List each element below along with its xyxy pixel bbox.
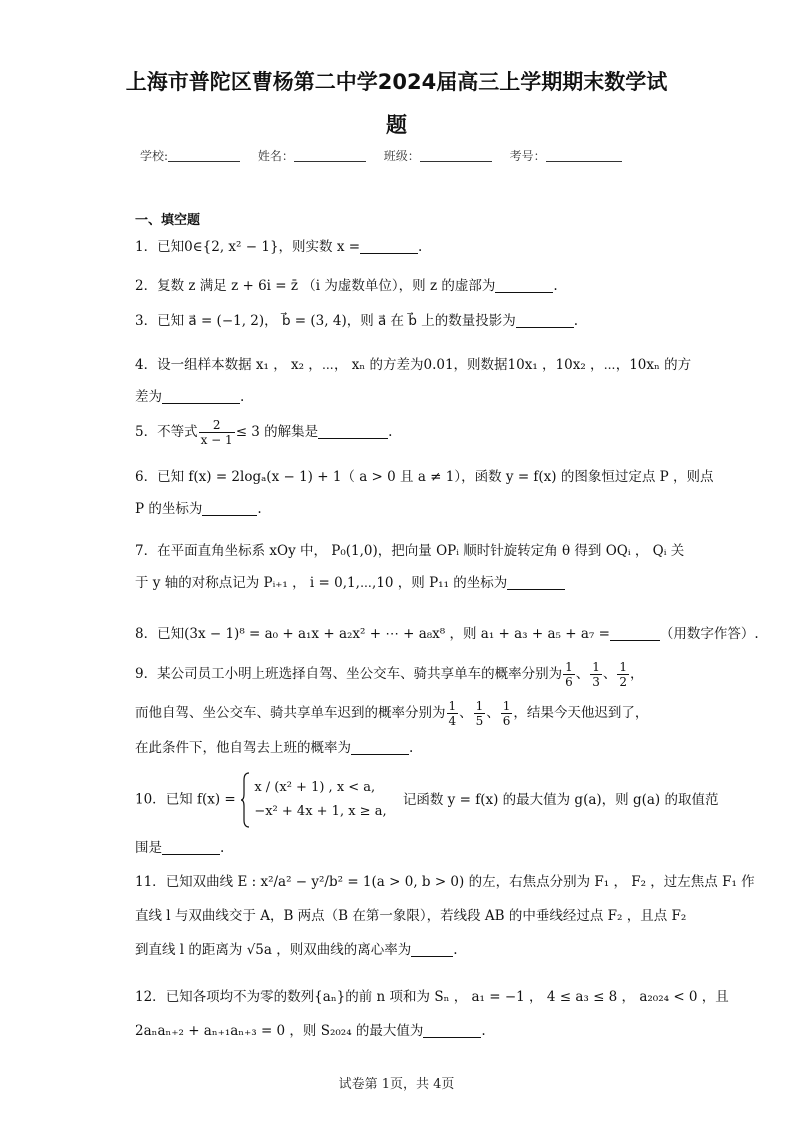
page-footer: 试卷第 1页，共 4页 bbox=[338, 1077, 455, 1092]
fraction: $\frac{1}{3}$ bbox=[592, 660, 600, 689]
question-8: 8．已知(3x − 1)⁸ = a₀ + a₁x + a₂x² + ⋯ + a₈x⁸ ，则 a₁ + a₃ + a₅ + a₇ = （用数字作答）. bbox=[135, 626, 759, 642]
left-brace-icon bbox=[240, 772, 250, 828]
exam-title-line2: 题 bbox=[386, 113, 407, 137]
question-number: 11． bbox=[135, 874, 166, 890]
answer-blank[interactable] bbox=[162, 840, 220, 855]
question-text: 已知 f(x) = 2logₐ(x − 1) + 1（ a > 0 且 a ≠ 1），函数 y = f(x) 的图象恒过定点 P ，则点 bbox=[157, 469, 714, 485]
piecewise-cases: x / (x² + 1) , x < a, −x² + 4x + 1, x ≥ a, bbox=[254, 780, 387, 819]
answer-blank[interactable] bbox=[318, 424, 388, 439]
question-text: 设一组样本数据 x₁ ， x₂ ，⋯， xₙ 的方差为0.01，则数据10x₁ ，10x₂ ，⋯，10xₙ 的方 bbox=[157, 357, 692, 373]
exam-no-label: 考号： bbox=[509, 149, 546, 163]
question-number: 2． bbox=[135, 278, 158, 294]
question-text: 已知0∈{2, x² − 1}，则实数 x = bbox=[157, 239, 361, 255]
answer-blank[interactable] bbox=[351, 740, 409, 755]
question-number: 8． bbox=[135, 626, 158, 642]
fraction: $\frac{2}{x - 1}$ bbox=[200, 418, 233, 447]
question-number: 12． bbox=[135, 989, 166, 1005]
question-5: 5．不等式 $\frac{2}{x - 1}$ ≤ 3 的解集是 . bbox=[135, 418, 393, 447]
exam-title-line1: 上海市普陀区曹杨第二中学2024届高三上学期期末数学试 bbox=[125, 70, 668, 94]
answer-blank[interactable] bbox=[411, 942, 453, 957]
school-blank[interactable] bbox=[168, 149, 240, 162]
answer-blank[interactable] bbox=[516, 313, 574, 328]
question-4: 4．设一组样本数据 x₁ ， x₂ ，⋯， xₙ 的方差为0.01，则数据10x₁ ，10x₂ ，⋯，10xₙ 的方 差为 . bbox=[135, 357, 692, 405]
school-label: 学校: bbox=[140, 149, 169, 163]
question-number: 10． bbox=[135, 791, 166, 808]
student-info-row bbox=[140, 147, 670, 164]
name-blank[interactable] bbox=[294, 149, 366, 162]
question-7: 7．在平面直角坐标系 xOy 中， P₀(1,0)，把向量 OPᵢ 顺时针旋转定角 θ 得到 OQᵢ ， Qᵢ 关 于 y 轴的对称点记为 Pᵢ₊₁ ， i = 0,1,⋯,10 ，则 P₁₁ 的坐标为 bbox=[135, 543, 685, 591]
exam-no-blank[interactable] bbox=[546, 149, 622, 162]
answer-blank[interactable] bbox=[202, 501, 257, 516]
name-label: 姓名： bbox=[257, 149, 294, 163]
question-number: 5． bbox=[135, 424, 158, 440]
question-number: 3． bbox=[135, 313, 158, 329]
question-3: 3．已知 a⃗ = (−1, 2)， b⃗ = (3, 4)，则 a⃗ 在 b⃗ 上的数量投影为 . bbox=[135, 313, 579, 329]
class-label: 班级： bbox=[383, 149, 420, 163]
question-text: 复数 z 满足 z + 6i = z̄ （i 为虚数单位），则 z 的虚部为 bbox=[157, 278, 496, 294]
answer-blank[interactable] bbox=[495, 278, 553, 293]
question-6: 6．已知 f(x) = 2logₐ(x − 1) + 1（ a > 0 且 a ≠ 1），函数 y = f(x) 的图象恒过定点 P ，则点 P 的坐标为 . bbox=[135, 469, 714, 517]
answer-blank[interactable] bbox=[423, 1023, 481, 1038]
class-blank[interactable] bbox=[420, 149, 492, 162]
question-text: 已知双曲线 E : x²/a² − y²/b² = 1(a > 0, b > 0) 的左，右焦点分别为 F₁ ， F₂ ，过左焦点 F₁ 作 bbox=[165, 874, 755, 890]
question-text: 已知 a⃗ = (−1, 2)， b⃗ = (3, 4)，则 a⃗ 在 b⃗ 上的数量投影为 bbox=[157, 313, 516, 329]
question-text: 某公司员工小明上班选择自驾、坐公交车、骑共享单车的概率分别为 bbox=[157, 666, 563, 682]
question-text: 在平面直角坐标系 xOy 中， P₀(1,0)，把向量 OPᵢ 顺时针旋转定角 θ 得到 OQᵢ ， Qᵢ 关 bbox=[157, 543, 685, 559]
fraction: $\frac{1}{4}$ bbox=[448, 699, 457, 728]
question-text: 不等式 bbox=[157, 424, 198, 440]
section-title: 一、填空题 bbox=[135, 213, 201, 228]
question-2: 2．复数 z 满足 z + 6i = z̄ （i 为虚数单位），则 z 的虚部为 . bbox=[135, 278, 558, 294]
answer-blank[interactable] bbox=[507, 575, 565, 590]
question-number: 4． bbox=[135, 357, 158, 373]
question-12: 12．已知各项均不为零的数列{aₙ}的前 n 项和为 Sₙ ， a₁ = −1 ， 4 ≤ a₃ ≤ 8 ， a₂₀₂₄ < 0 ，且 2aₙaₙ₊₂ + aₙ₊₁aₙ₊₃ = 0 ，则 S₂₀₂₄ 的最大值为 . bbox=[135, 989, 729, 1039]
fraction: $\frac{1}{6}$ bbox=[565, 660, 573, 689]
question-1: 1．已知0∈{2, x² − 1}，则实数 x = . bbox=[135, 239, 423, 255]
question-number: 9． bbox=[135, 666, 158, 682]
question-10: 10．已知 f(x) = x / (x² + 1) , x < a, −x² + 4x + 1, x ≥ a, 记函数 y = f(x) 的最大值为 g(a)，则 g(a) 的取值范 围是 . bbox=[135, 772, 665, 858]
question-number: 6． bbox=[135, 469, 158, 485]
fraction: $\frac{1}{5}$ bbox=[475, 699, 484, 728]
question-11: 11．已知双曲线 E : x²/a² − y²/b² = 1(a > 0, b > 0) 的左，右焦点分别为 F₁ ， F₂ ，过左焦点 F₁ 作 直线 l 与双曲线交于 A，B 两点（B 在第一象限），若线段 AB 的中垂线经过点 F₂ ，且点 F₂ 到直线 l 的距离为 √5a ，则双曲线的离心率为 . bbox=[135, 874, 755, 958]
question-9: 9．某公司员工小明上班选择自驾、坐公交车、骑共享单车的概率分别为 $\frac{1}{6}$ 、 $\frac{1}{3}$ 、 $\frac{1}{2}$ ， 而他自驾、坐公交车、骑共享单车迟到的概率分别为 $\frac{1}{4}$ 、 $\frac{1}{5}$ 、 $\frac{1}{6}$ ，结果今天他迟到了， 在此条件下，他自驾去上班的概率为 . bbox=[135, 660, 649, 756]
question-number: 1． bbox=[135, 239, 158, 255]
question-number: 7． bbox=[135, 543, 158, 559]
fraction: $\frac{1}{6}$ bbox=[502, 699, 511, 728]
question-text: 已知(3x − 1)⁸ = a₀ + a₁x + a₂x² + ⋯ + a₈x⁸ ，则 a₁ + a₃ + a₅ + a₇ = bbox=[157, 626, 610, 642]
answer-blank[interactable] bbox=[610, 626, 660, 641]
answer-blank[interactable] bbox=[162, 389, 240, 404]
question-text: 已知 f(x) = bbox=[165, 791, 236, 808]
fraction: $\frac{1}{2}$ bbox=[619, 660, 628, 689]
answer-blank[interactable] bbox=[360, 239, 418, 254]
question-text: 已知各项均不为零的数列{aₙ}的前 n 项和为 Sₙ ， a₁ = −1 ， 4 ≤ a₃ ≤ 8 ， a₂₀₂₄ < 0 ，且 bbox=[165, 989, 729, 1005]
